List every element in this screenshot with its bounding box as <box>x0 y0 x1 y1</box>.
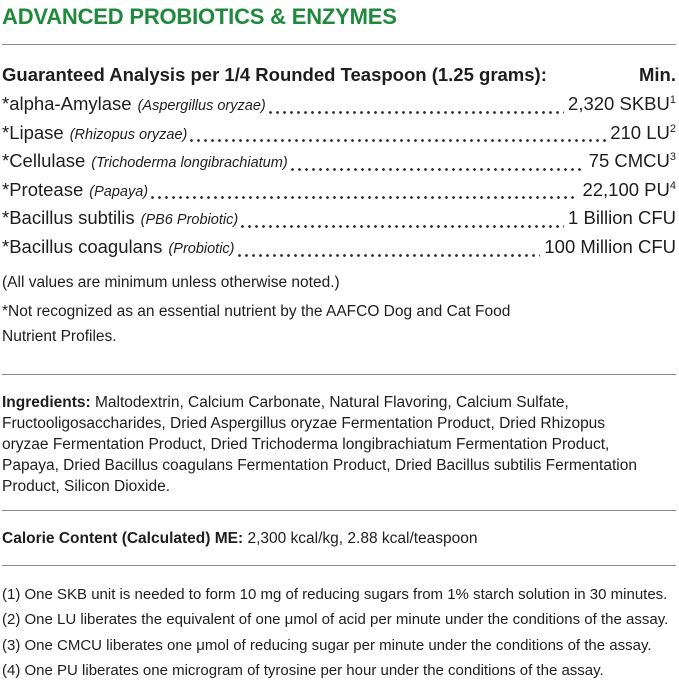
nutrient-name: *Bacillus subtilis <box>2 207 135 229</box>
nutrient-value <box>589 148 676 175</box>
calorie-content-text: 2,300 kcal/kg, 2.88 kcal/teaspoon <box>247 529 478 547</box>
page-title: ADVANCED PROBIOTICS & ENZYMES <box>2 4 397 29</box>
divider <box>2 374 676 375</box>
nutrient-source: (Papaya) <box>89 183 149 200</box>
footnote-superscript: 3 <box>669 151 676 164</box>
nutrient-amount: 22,100 PU <box>582 178 670 200</box>
nutrient-amount: 210 LU <box>610 121 670 143</box>
dot-leader <box>241 225 564 228</box>
min-column-label: Min. <box>639 64 676 85</box>
footnote-line: (3) One CMCU liberates one μmol of reducing sugar per minute under the conditions of the assay. <box>2 636 652 654</box>
dot-leader <box>238 254 541 257</box>
nutrient-amount: 100 Million CFU <box>544 235 676 257</box>
nutrient-source: (Aspergillus oryzae) <box>137 98 266 114</box>
nutrient-amount: 1 Billion CFU <box>568 207 676 229</box>
dot-leader <box>269 111 564 114</box>
footnote-line: (1) One SKB unit is needed to form 10 mg of reducing sugars from 1% starch solution in 30 minutes. <box>2 585 668 603</box>
minimum-values-note: (All values are minimum unless otherwise noted.) <box>2 273 340 291</box>
analysis-row <box>2 148 676 177</box>
nutrient-source: (Rhizopus oryzae) <box>69 126 188 143</box>
nutrient-source: (PB6 Probiotic) <box>140 212 239 229</box>
divider <box>2 510 676 511</box>
analysis-row <box>2 234 676 263</box>
analysis-row <box>2 91 676 120</box>
dot-leader <box>291 168 585 171</box>
nutrient-source: (Trichoderma longibrachiatum) <box>91 155 288 172</box>
footnotes-section <box>2 582 676 684</box>
footnote-superscript: 4 <box>669 179 676 192</box>
ingredients-text: Maltodextrin, Calcium Carbonate, Natural Flavoring, Calcium Sulfate, Fructooligosaccharides, Dried Aspergillus oryzae Fermentation Product, Dried Rhizopus oryzae Fermentation Product, Dried Trichoderma longibrachiatum Fermentation Product, Papaya, Dried Bacillus coagulans Fermentation Product, Dried Bacillus subtilis Fermentation Product, Silicon Dioxide. <box>2 393 637 495</box>
guaranteed-analysis-heading <box>2 63 676 86</box>
divider <box>2 44 676 45</box>
nutrient-name: *Protease <box>2 178 84 200</box>
nutrient-name: *Cellulase <box>2 150 86 172</box>
nutrient-value <box>582 177 676 204</box>
nutrient-value <box>610 120 676 147</box>
nutrient-amount: 2,320 SKBU <box>568 93 670 114</box>
calorie-content-line <box>2 529 676 549</box>
footnote-line: (4) One PU liberates one microgram of tyrosine per hour under the conditions of the assay. <box>2 662 604 680</box>
calorie-content-label: Calorie Content (Calculated) ME: <box>2 529 244 547</box>
nutrient-source: (Probiotic) <box>168 240 235 257</box>
nutrient-name: *alpha-Amylase <box>2 93 132 114</box>
dot-leader <box>190 139 606 142</box>
nutrient-value <box>568 205 676 232</box>
footnote-line: (2) One LU liberates the equivalent of one μmol of acid per minute under the conditions of the assay. <box>2 611 669 629</box>
guaranteed-analysis-rows <box>2 91 676 263</box>
nutrient-value <box>568 91 676 118</box>
dot-leader <box>151 196 578 199</box>
nutrient-value <box>544 234 676 261</box>
divider <box>2 565 676 566</box>
analysis-row <box>2 120 676 149</box>
nutrient-name: *Bacillus coagulans <box>2 235 163 257</box>
guaranteed-analysis-heading-text: Guaranteed Analysis per 1/4 Rounded Teaspoon (1.25 grams): <box>2 64 547 85</box>
aafco-note: *Not recognized as an essential nutrient by the AAFCO Dog and Cat Food Nutrient Profiles. <box>2 302 511 346</box>
footnote-superscript: 2 <box>669 122 676 135</box>
footnote-superscript: 1 <box>669 93 676 106</box>
ingredients-label: Ingredients: <box>2 393 91 411</box>
nutrient-amount: 75 CMCU <box>588 150 670 172</box>
analysis-row <box>2 205 676 234</box>
nutrient-name: *Lipase <box>2 121 64 143</box>
ingredients-paragraph <box>2 392 652 497</box>
analysis-row <box>2 177 676 206</box>
